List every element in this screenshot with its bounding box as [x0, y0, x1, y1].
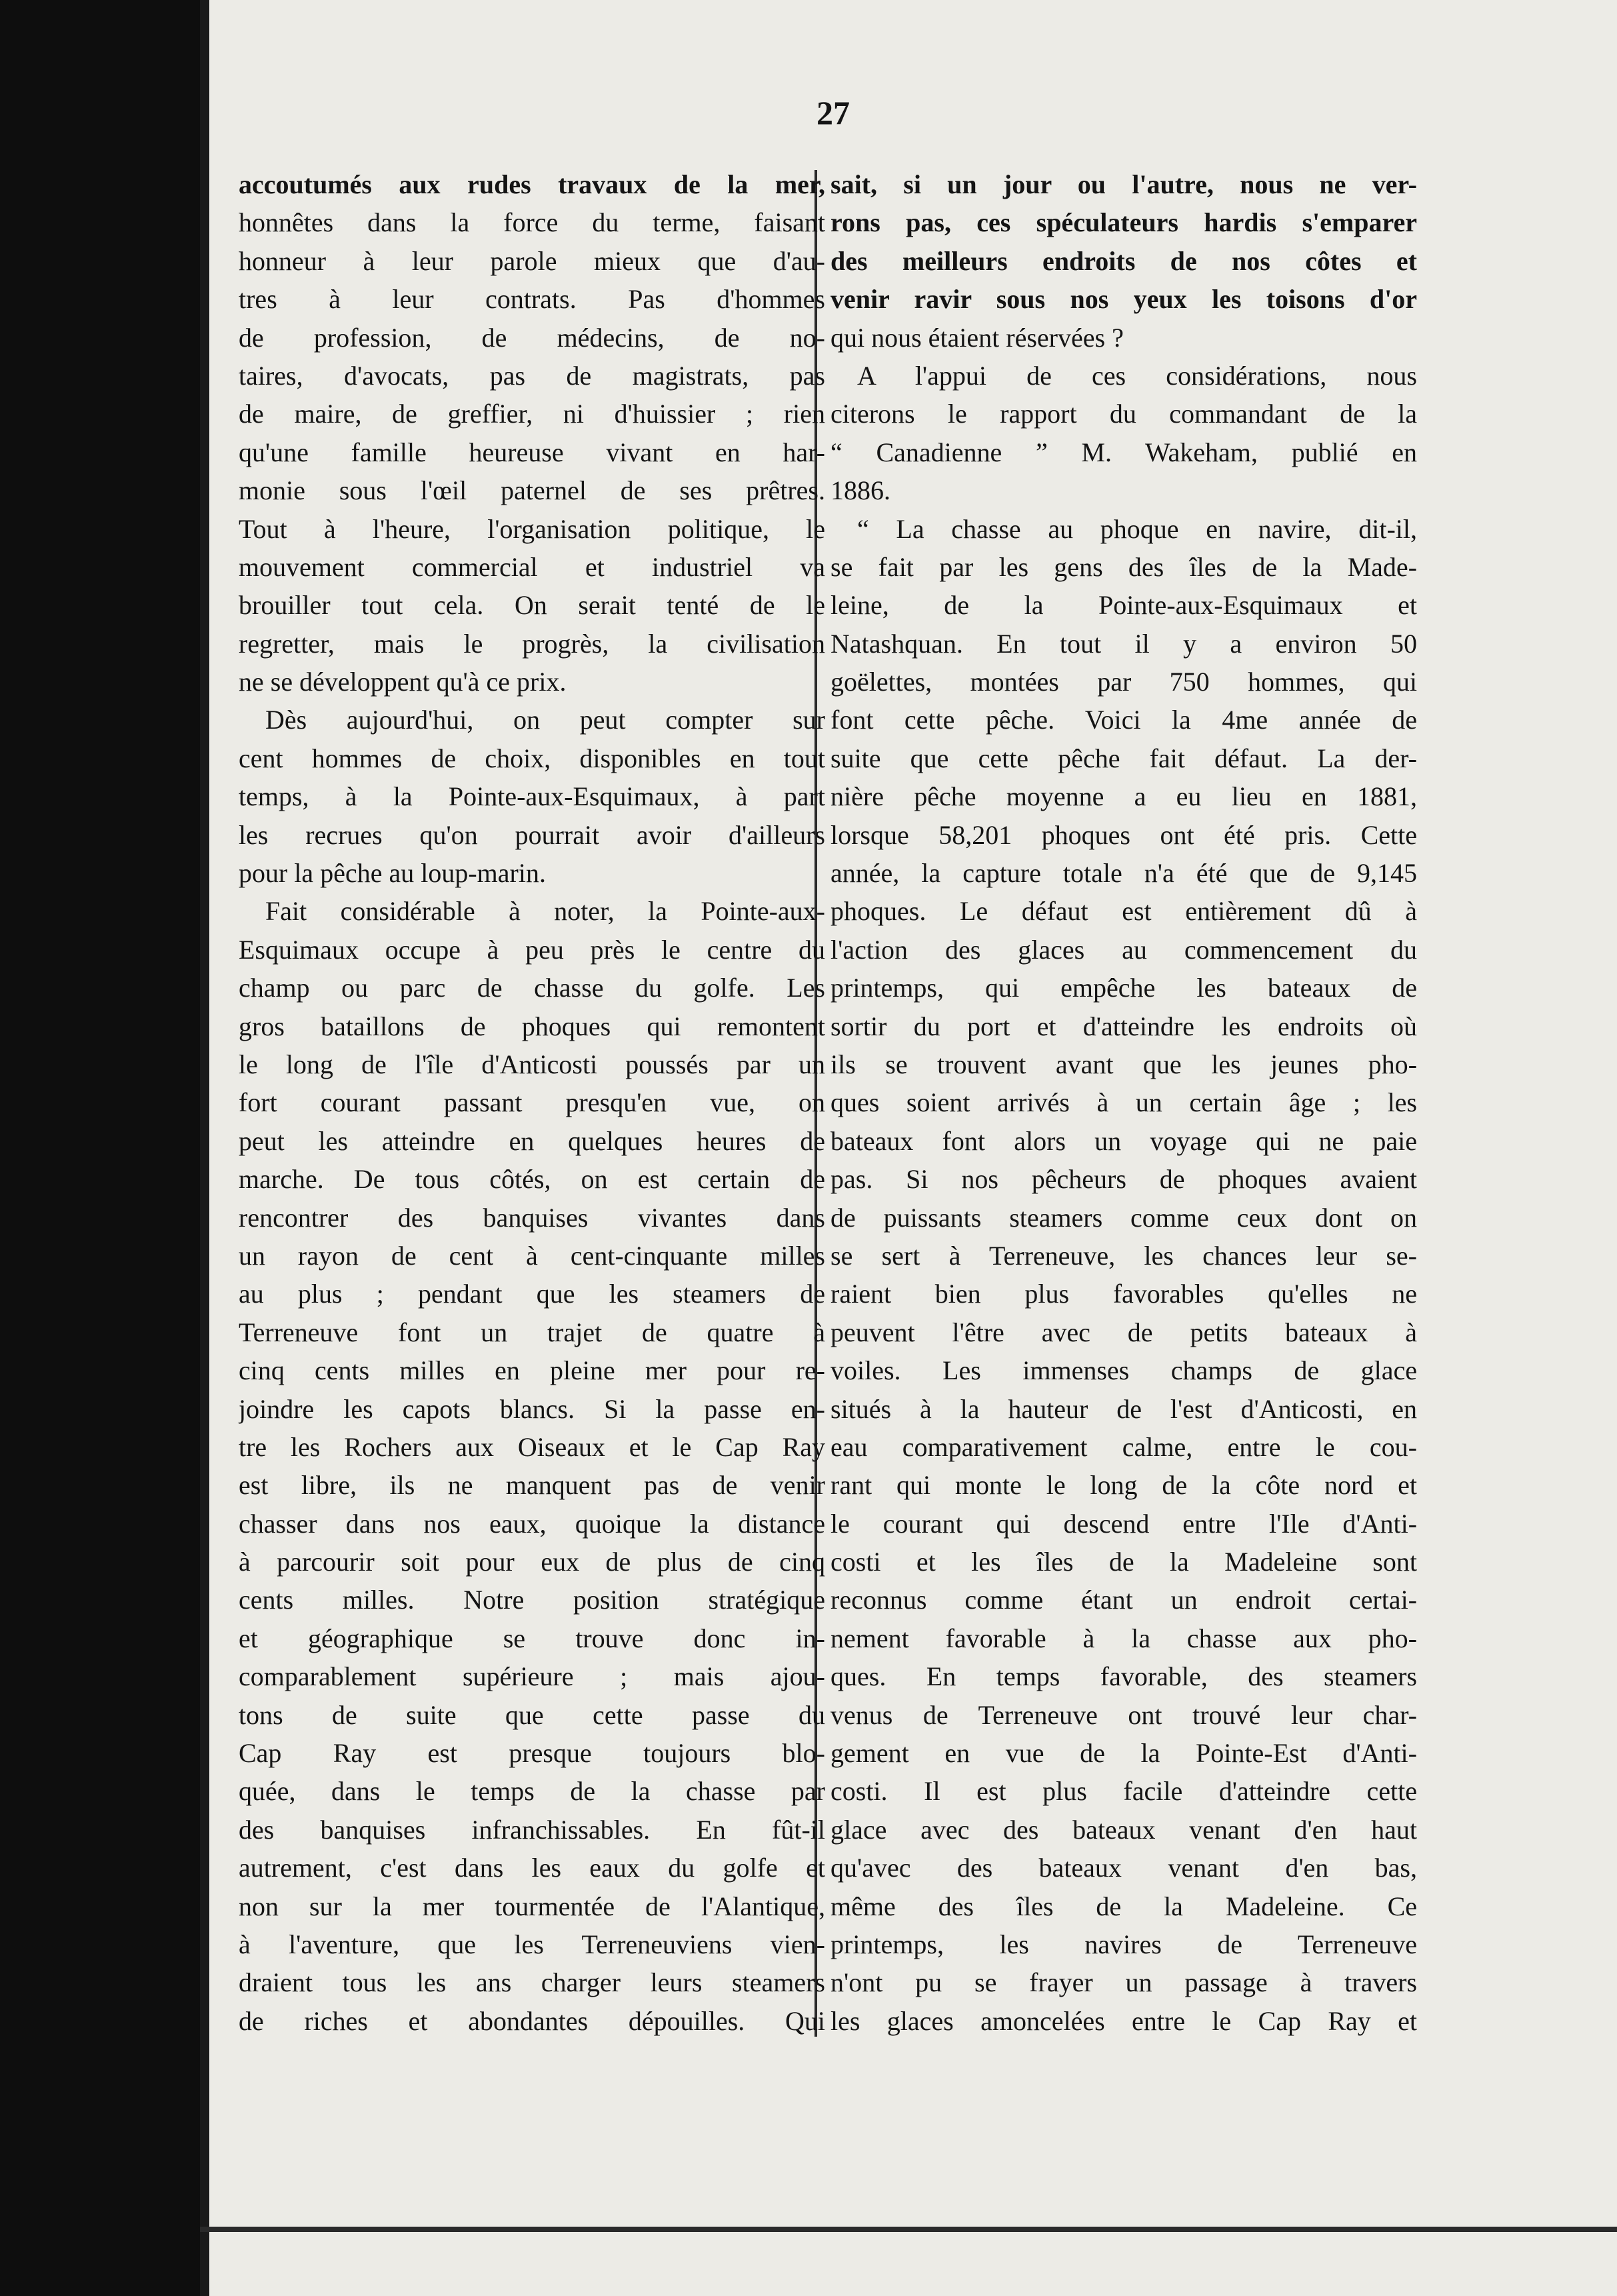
text-line: un rayon de cent à cent-cinquante milles [239, 1240, 825, 1271]
text-line: Tout à l'heure, l'organisation politique, le [239, 513, 825, 544]
text-line: qu'avec des bateaux venant d'en bas, [830, 1853, 1417, 1883]
text-line: champ ou parc de chasse du golfe. Les [239, 973, 825, 1003]
text-line: Dès aujourd'hui, on peut compter sur [265, 705, 825, 735]
left-column [239, 165, 825, 2040]
text-line: printemps, qui empêche les bateaux de [830, 973, 1417, 1003]
text-line: tre les Rochers aux Oiseaux et le Cap Ray [239, 1431, 825, 1462]
text-line: des meilleurs endroits de nos côtes et [830, 245, 1417, 276]
text-line: rons pas, ces spéculateurs hardis s'emparer [830, 207, 1417, 238]
text-line: peut les atteindre en quelques heures de [239, 1125, 825, 1156]
text-line: 1886. [830, 475, 890, 506]
text-line: regretter, mais le progrès, la civilisation [239, 628, 825, 659]
text-line: costi et les îles de la Madeleine sont [830, 1547, 1417, 1577]
text-line: venir ravir sous nos yeux les toisons d'or [830, 284, 1417, 315]
text-line: ne se développent qu'à ce prix. [239, 667, 567, 697]
text-line: qu'une famille heureuse vivant en har- [239, 437, 825, 467]
text-line: de maire, de greffier, ni d'huissier ; rien [239, 399, 825, 429]
text-line: “ Canadienne ” M. Wakeham, publié en [830, 437, 1417, 467]
page-number: 27 [816, 94, 850, 131]
text-line: mouvement commercial et industriel va [239, 551, 825, 582]
text-line: bateaux font alors un voyage qui ne paie [830, 1125, 1417, 1156]
text-line: costi. Il est plus facile d'atteindre cette [830, 1776, 1417, 1807]
text-line: fort courant passant presqu'en vue, on [239, 1087, 825, 1118]
text-line: taires, d'avocats, pas de magistrats, pas [239, 360, 825, 391]
text-line: ils se trouvent avant que les jeunes pho- [830, 1049, 1417, 1079]
text-line: à parcourir soit pour eux de plus de cinq [239, 1547, 825, 1577]
text-line: situés à la hauteur de l'est d'Anticosti, en [830, 1393, 1417, 1424]
text-line: reconnus comme étant un endroit certai- [830, 1585, 1417, 1615]
text-line: honnêtes dans la force du terme, faisant [239, 207, 825, 238]
text-line: honneur à leur parole mieux que d'au- [239, 245, 825, 276]
page-binding-edge [200, 0, 209, 2296]
text-line: rant qui monte le long de la côte nord et [830, 1470, 1417, 1501]
text-line: autrement, c'est dans les eaux du golfe et [239, 1853, 825, 1883]
text-line: au plus ; pendant que les steamers de [239, 1279, 825, 1309]
text-line: temps, à la Pointe-aux-Esquimaux, à part [239, 781, 825, 812]
text-line: Fait considérable à noter, la Pointe-aux- [265, 896, 825, 927]
text-line: monie sous l'œil paternel de ses prêtres. [239, 475, 825, 506]
text-line: le courant qui descend entre l'Ile d'Anti- [830, 1508, 1417, 1539]
text-line: accoutumés aux rudes travaux de la mer, [239, 169, 825, 199]
text-line: non sur la mer tourmentée de l'Alantique, [239, 1891, 825, 1921]
text-line: phoques. Le défaut est entièrement dû à [830, 896, 1417, 927]
text-line: marche. De tous côtés, on est certain de [239, 1164, 825, 1195]
text-line: les glaces amoncelées entre le Cap Ray et [830, 2005, 1417, 2036]
right-column [830, 165, 1417, 2040]
text-line: “ La chasse au phoque en navire, dit-il, [857, 513, 1417, 544]
text-line: cinq cents milles en pleine mer pour re- [239, 1355, 825, 1386]
text-line: pour la pêche au loup-marin. [239, 858, 546, 889]
text-line: même des îles de la Madeleine. Ce [830, 1891, 1417, 1921]
text-line: font cette pêche. Voici la 4me année de [830, 705, 1417, 735]
text-line: goëlettes, montées par 750 hommes, qui [830, 667, 1417, 697]
text-line: gros bataillons de phoques qui remontent [239, 1011, 825, 1041]
text-line: des banquises infranchissables. En fût-il [239, 1814, 825, 1845]
text-line: de puissants steamers comme ceux dont on [830, 1202, 1417, 1233]
text-line: cents milles. Notre position stratégique [239, 1585, 825, 1615]
text-line: lorsque 58,201 phoques ont été pris. Cette [830, 819, 1417, 850]
text-line: Cap Ray est presque toujours blo- [239, 1738, 825, 1769]
text-line: ques. En temps favorable, des steamers [830, 1661, 1417, 1692]
text-line: citerons le rapport du commandant de la [830, 399, 1417, 429]
text-line: gement en vue de la Pointe-Est d'Anti- [830, 1738, 1417, 1769]
text-line: nière pêche moyenne a eu lieu en 1881, [830, 781, 1417, 812]
text-line: venus de Terreneuve ont trouvé leur char- [830, 1699, 1417, 1730]
text-line: tres à leur contrats. Pas d'hommes [239, 284, 825, 315]
text-line: sait, si un jour ou l'autre, nous ne ver- [830, 169, 1417, 199]
text-line: joindre les capots blancs. Si la passe en- [239, 1393, 825, 1424]
text-line: et géographique se trouve donc in- [239, 1623, 825, 1653]
text-line: printemps, les navires de Terreneuve [830, 1929, 1417, 1959]
text-line: raient bien plus favorables qu'elles ne [830, 1279, 1417, 1309]
text-line: le long de l'île d'Anticosti poussés par un [239, 1049, 825, 1079]
text-line: de riches et abondantes dépouilles. Qui [239, 2005, 825, 2036]
text-line: leine, de la Pointe-aux-Esquimaux et [830, 590, 1417, 621]
text-line: voiles. Les immenses champs de glace [830, 1355, 1417, 1386]
text-line: n'ont pu se frayer un passage à travers [830, 1967, 1417, 1998]
text-line: draient tous les ans charger leurs steamers [239, 1967, 825, 1998]
text-line: glace avec des bateaux venant d'en haut [830, 1814, 1417, 1845]
text-line: l'action des glaces au commencement du [830, 934, 1417, 965]
text-line: nement favorable à la chasse aux pho- [830, 1623, 1417, 1653]
text-line: pas. Si nos pêcheurs de phoques avaient [830, 1164, 1417, 1195]
text-line: de profession, de médecins, de no- [239, 322, 825, 353]
text-line: comparablement supérieure ; mais ajou- [239, 1661, 825, 1692]
text-line: chasser dans nos eaux, quoique la distance [239, 1508, 825, 1539]
text-line: Terreneuve font un trajet de quatre à [239, 1317, 825, 1347]
text-line: à l'aventure, que les Terreneuviens vien- [239, 1929, 825, 1959]
text-line: tons de suite que cette passe du [239, 1699, 825, 1730]
text-line: rencontrer des banquises vivantes dans [239, 1202, 825, 1233]
text-line: se sert à Terreneuve, les chances leur se- [830, 1240, 1417, 1271]
text-line: cent hommes de choix, disponibles en tout [239, 743, 825, 773]
text-line: qui nous étaient réservées ? [830, 322, 1124, 353]
text-line: Natashquan. En tout il y a environ 50 [830, 628, 1417, 659]
text-line: ques soient arrivés à un certain âge ; les [830, 1087, 1417, 1118]
text-line: quée, dans le temps de la chasse par [239, 1776, 825, 1807]
text-line: les recrues qu'on pourrait avoir d'ailleurs [239, 819, 825, 850]
text-line: sortir du port et d'atteindre les endroits où [830, 1011, 1417, 1041]
text-line: peuvent l'être avec de petits bateaux à [830, 1317, 1417, 1347]
text-line: année, la capture totale n'a été que de 9,145 [830, 858, 1417, 889]
page-bottom-rule [200, 2227, 1617, 2232]
text-line: brouiller tout cela. On serait tenté de le [239, 590, 825, 621]
text-line: est libre, ils ne manquent pas de venir [239, 1470, 825, 1501]
text-line: se fait par les gens des îles de la Made- [830, 551, 1417, 582]
text-line: suite que cette pêche fait défaut. La der- [830, 743, 1417, 773]
text-line: A l'appui de ces considérations, nous [857, 360, 1417, 391]
text-line: Esquimaux occupe à peu près le centre du [239, 934, 825, 965]
text-line: eau comparativement calme, entre le cou- [830, 1431, 1417, 1462]
